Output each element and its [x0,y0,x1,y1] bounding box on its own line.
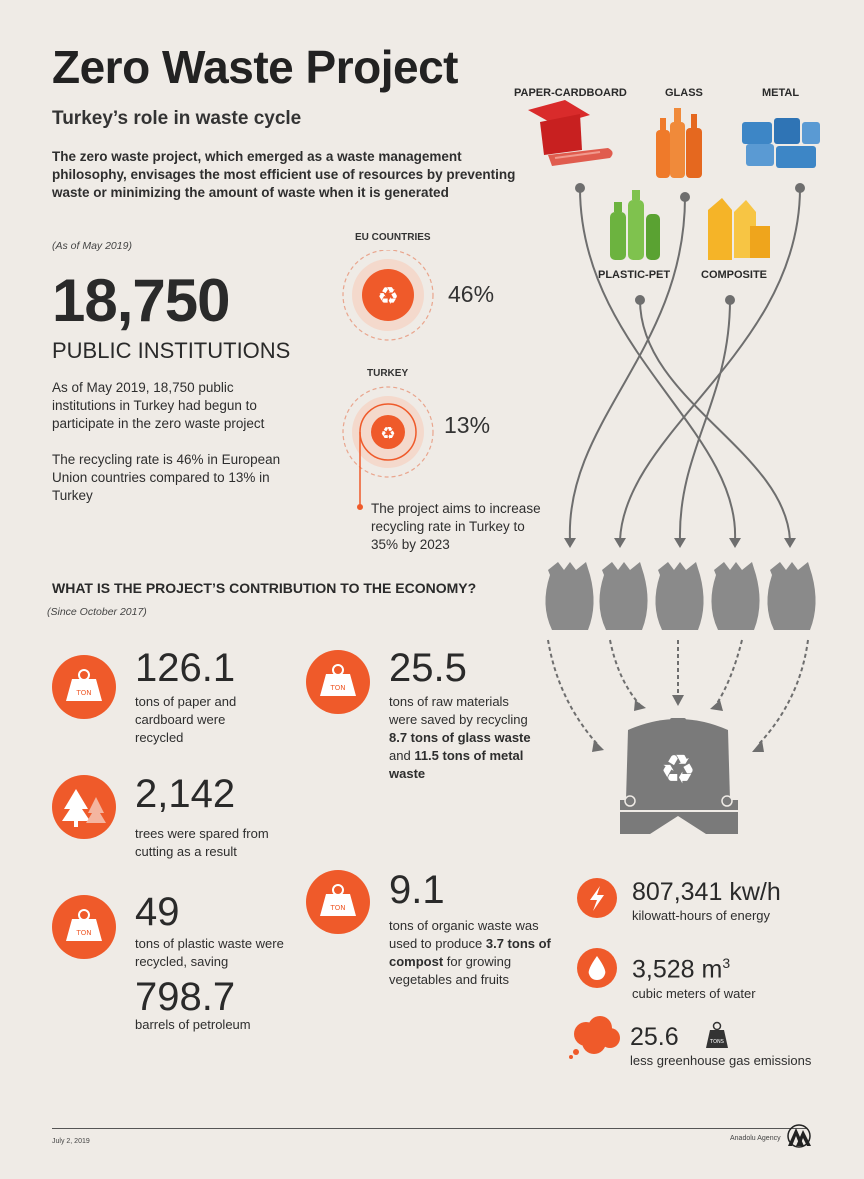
agency-logo-icon [786,1124,812,1148]
composite-cartons-icon [708,198,770,260]
greenhouse-gas-desc: less greenhouse gas emissions [630,1053,812,1068]
paper-recycled-value: 126.1 [135,646,236,690]
greenhouse-gas-value: 25.6 [630,1023,679,1051]
water-drop-icon [577,948,617,988]
svg-text:TON: TON [76,929,92,937]
publish-date: July 2, 2019 [52,1138,90,1145]
svg-text:♻: ♻ [660,747,696,793]
trees-spared-value: 2,142 [135,772,236,816]
trees-icon [52,775,116,839]
ton-weight-icon [306,650,370,714]
composite-label: COMPOSITE [701,269,768,281]
institutions-paragraph: As of May 2019, 18,750 public institutions in Turkey had begun to participate in the zero waste project [52,380,265,431]
economy-heading: WHAT IS THE PROJECT’S CONTRIBUTION TO THE ECONOMY? [52,580,477,596]
eu-recycling-rate: 46% [448,281,495,307]
metal-label: METAL [762,87,800,99]
cloud-icon [566,1012,626,1060]
metal-cans-icon [742,118,820,168]
agency-name: Anadolu Agency [730,1135,781,1142]
plastic-bottles-icon [610,190,660,260]
plastic-pet-label: PLASTIC-PET [598,269,671,281]
project-aim-text: The project aims to increase recycling rate in Turkey to 35% by 2023 [371,501,541,552]
energy-value: 807,341 kw/h [632,878,781,906]
institutions-count: 18,750 [52,267,230,334]
plastic-recycled-value: 49 [135,890,180,934]
intro-text: The zero waste project, which emerged as a waste management philosophy, envisages the most efficient use of resources by preventing waste or minimizing the amount of waste when it is generated [52,149,516,200]
glass-bottles-icon [656,108,702,178]
recycling-container-icon [620,718,738,834]
turkey-recycling-rate: 13% [444,412,491,438]
energy-desc: kilowatt-hours of energy [632,908,771,923]
water-desc: cubic meters of water [632,986,756,1001]
institutions-label: PUBLIC INSTITUTIONS [52,338,291,363]
turkey-label: TURKEY [367,368,409,379]
svg-text:TON: TON [330,904,346,912]
raw-materials-value: 25.5 [389,646,467,690]
as-of-date: (As of May 2019) [52,240,132,252]
tons-weight-icon [702,1020,732,1050]
footer-divider [52,1128,807,1129]
garbage-bags-icon [545,562,815,630]
raw-materials-desc: tons of raw materials were saved by recycling 8.7 tons of glass waste and 11.5 tons of metal waste [389,694,531,781]
barrels-desc: barrels of petroleum [135,1017,251,1032]
water-value: 3,528 $m^3$ [632,955,731,984]
glass-label: GLASS [665,87,703,99]
waste-flow-illustration [520,100,860,850]
page-subtitle: Turkey’s role in waste cycle [52,108,302,129]
organic-waste-desc: tons of organic waste was used to produce 3.7 tons of compost for growing vegetables and fruits [389,918,551,987]
eu-recycling-icon [338,250,438,350]
paper-recycled-desc: tons of paper and cardboard were recycled [135,694,237,745]
svg-text:♻: ♻ [380,424,396,444]
barrels-value: 798.7 [135,975,236,1019]
page-title: Zero Waste Project [52,41,458,93]
svg-text:TON: TON [330,684,346,692]
lightning-icon [577,878,617,918]
since-date: (Since October 2017) [47,606,147,618]
ton-weight-icon [52,655,116,719]
plastic-recycled-desc: tons of plastic waste were recycled, saving [135,936,284,969]
organic-waste-value: 9.1 [389,868,445,912]
recycling-rate-paragraph: The recycling rate is 46% in European Union countries compared to 13% in Turkey [52,452,281,503]
svg-text:♻: ♻ [377,282,399,310]
trees-spared-desc: trees were spared from cutting as a result [135,826,269,859]
paper-cardboard-icon [528,100,613,166]
eu-countries-label: EU COUNTRIES [355,232,431,243]
svg-text:TON: TON [76,689,92,697]
ton-weight-icon [306,870,370,934]
turkey-recycling-icon [338,382,438,512]
paper-cardboard-label: PAPER-CARDBOARD [514,87,627,99]
ton-weight-icon [52,895,116,959]
svg-text:TONS: TONS [710,1039,724,1045]
